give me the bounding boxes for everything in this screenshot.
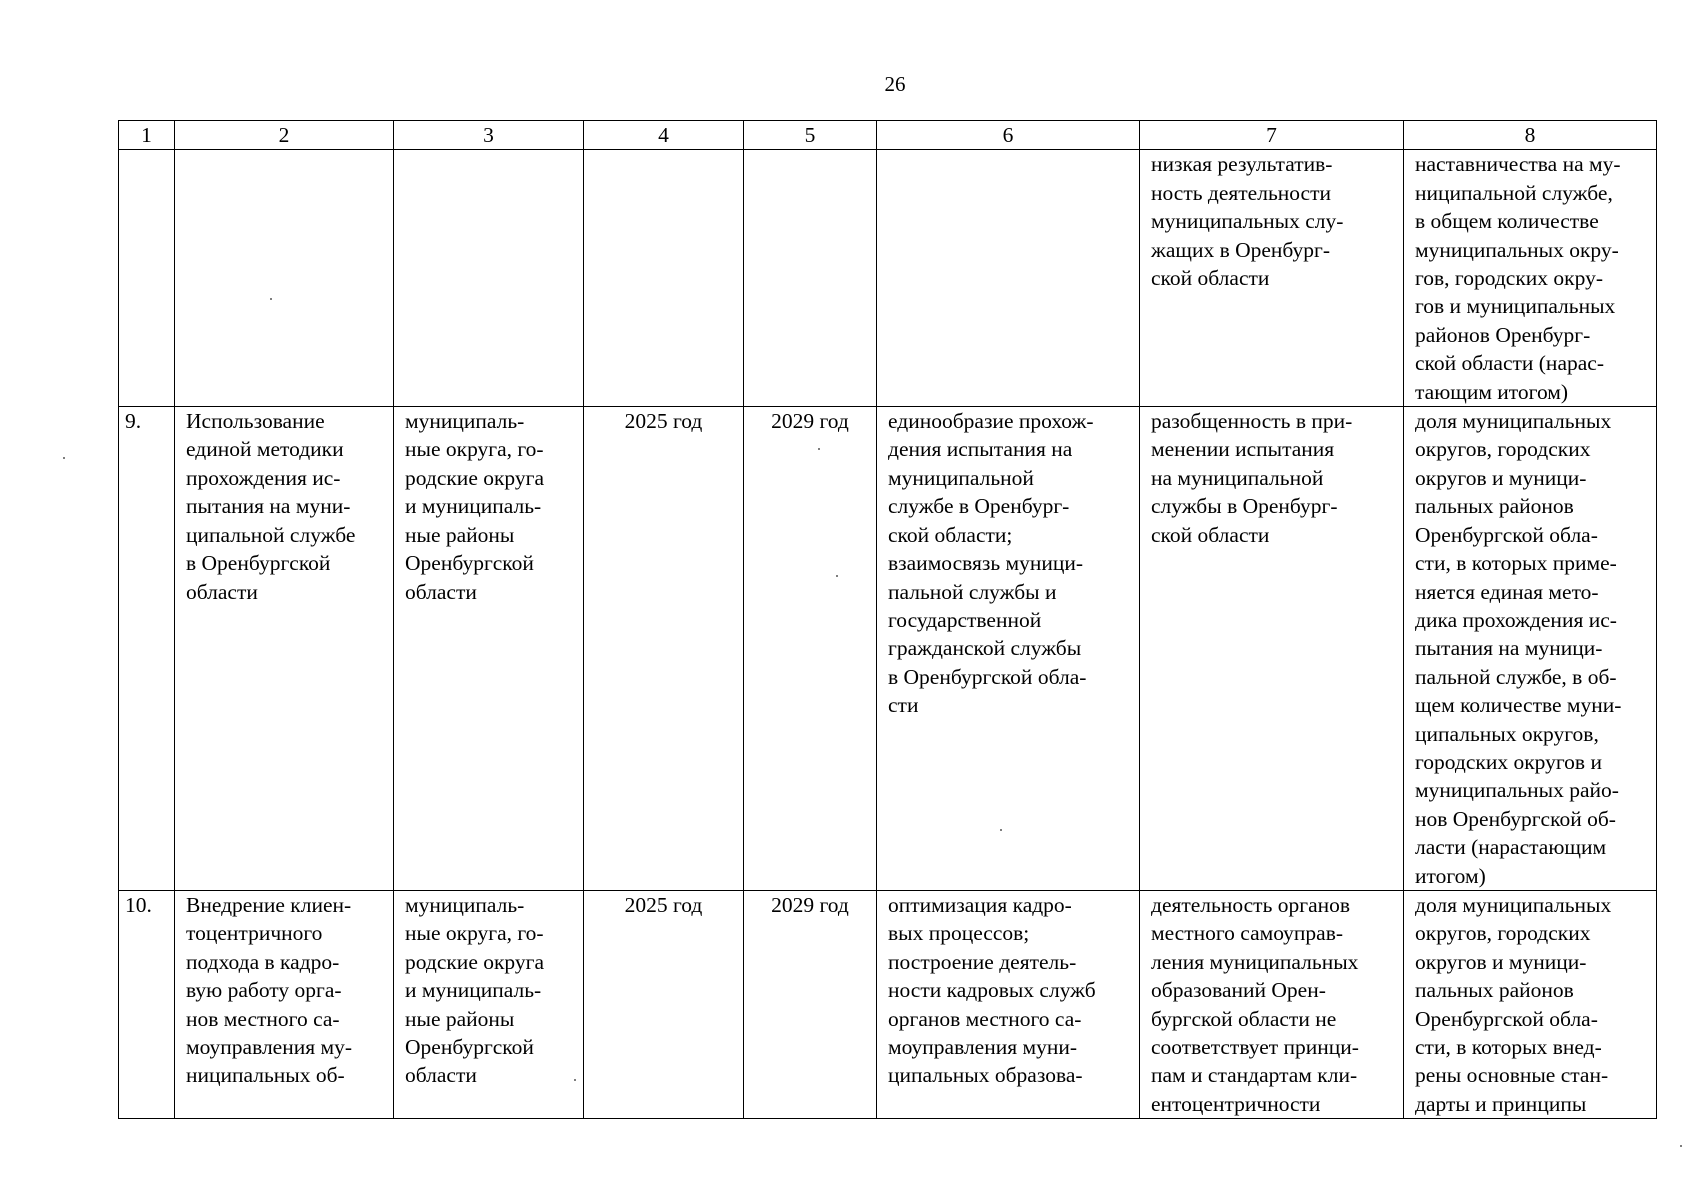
- indicator-cell: наставничества на му- ниципальной службе, в общем количестве муниципальных окру- гов, городских окру- гов и муниципальных районов Оренбург- ской области (нарас- тающим итогом): [1404, 150, 1657, 407]
- scan-speck: [1680, 1145, 1682, 1147]
- table-row: [119, 890, 1657, 1118]
- measure-name-cell: Внедрение клиен- тоцентричного подхода в кадро- вую работу орга- нов местного са- моуправления му- ниципальных об-: [175, 890, 394, 1118]
- participants-cell: муниципаль- ные округа, го- родские округа и муниципаль- ные районы Оренбургской области: [394, 407, 584, 891]
- table-row: [119, 150, 1657, 407]
- table-row: [119, 407, 1657, 891]
- expected-result-cell: единообразие прохож- дения испытания на муниципальной службе в Оренбург- ской области; взаимосвязь муници- пальной службы и государственной гражданской службы в Оренбургской обла- сти: [877, 407, 1140, 891]
- expected-result-cell: [877, 150, 1140, 407]
- end-year-cell: 2029 год: [744, 890, 877, 1118]
- end-year-cell: 2029 год: [744, 407, 877, 891]
- content-table: [118, 120, 1657, 1119]
- indicator-cell: доля муниципальных округов, городских округов и муници- пальных районов Оренбургской обла- сти, в которых внед- рены основные стан- дарты и принципы: [1404, 890, 1657, 1118]
- indicator-cell: доля муниципальных округов, городских округов и муници- пальных районов Оренбургской обла- сти, в которых приме- няется единая мето- дика прохождения ис- пытания на муници- пальной службе, в об- щем количестве муни- ципальных округов, городских округов и муниципальных райо- нов Оренбургской об- ласти (нарастающим итогом): [1404, 407, 1657, 891]
- row-number: [119, 150, 175, 407]
- header-cell: 5: [744, 121, 877, 150]
- measure-name-cell: Использование единой методики прохождения ис- пытания на муни- ципальной службе в Оренбургской области: [175, 407, 394, 891]
- header-cell: 7: [1140, 121, 1404, 150]
- participants-cell: [394, 150, 584, 407]
- end-year-cell: [744, 150, 877, 407]
- consequence-cell: низкая результатив- ность деятельности муниципальных слу- жащих в Оренбург- ской области: [1140, 150, 1404, 407]
- scan-speck: [1000, 829, 1002, 831]
- row-number: 10.: [119, 890, 175, 1118]
- start-year-cell: 2025 год: [584, 407, 744, 891]
- scan-speck: [818, 448, 820, 450]
- measure-name-cell: [175, 150, 394, 407]
- page-number: 26: [884, 72, 906, 96]
- header-cell: 8: [1404, 121, 1657, 150]
- scan-speck: [836, 575, 838, 577]
- start-year-cell: 2025 год: [584, 890, 744, 1118]
- header-cell: 3: [394, 121, 584, 150]
- row-number: 9.: [119, 407, 175, 891]
- header-cell: 2: [175, 121, 394, 150]
- header-cell: 4: [584, 121, 744, 150]
- start-year-cell: [584, 150, 744, 407]
- scan-speck: [63, 457, 65, 459]
- consequence-cell: деятельность органов местного самоуправ- ления муниципальных образований Орен- бургской области не соответствует принци- пам и стандартам кли- ентоцентричности: [1140, 890, 1404, 1118]
- participants-cell: муниципаль- ные округа, го- родские округа и муниципаль- ные районы Оренбургской области: [394, 890, 584, 1118]
- scan-speck: [574, 1079, 576, 1081]
- consequence-cell: разобщенность в при- менении испытания на муниципальной службы в Оренбург- ской области: [1140, 407, 1404, 891]
- header-cell: 6: [877, 121, 1140, 150]
- header-row: [119, 121, 1657, 150]
- header-cell: 1: [119, 121, 175, 150]
- expected-result-cell: оптимизация кадро- вых процессов; построение деятель- ности кадровых служб органов местного са- моуправления муни- ципальных образова-: [877, 890, 1140, 1118]
- scan-speck: [270, 298, 272, 300]
